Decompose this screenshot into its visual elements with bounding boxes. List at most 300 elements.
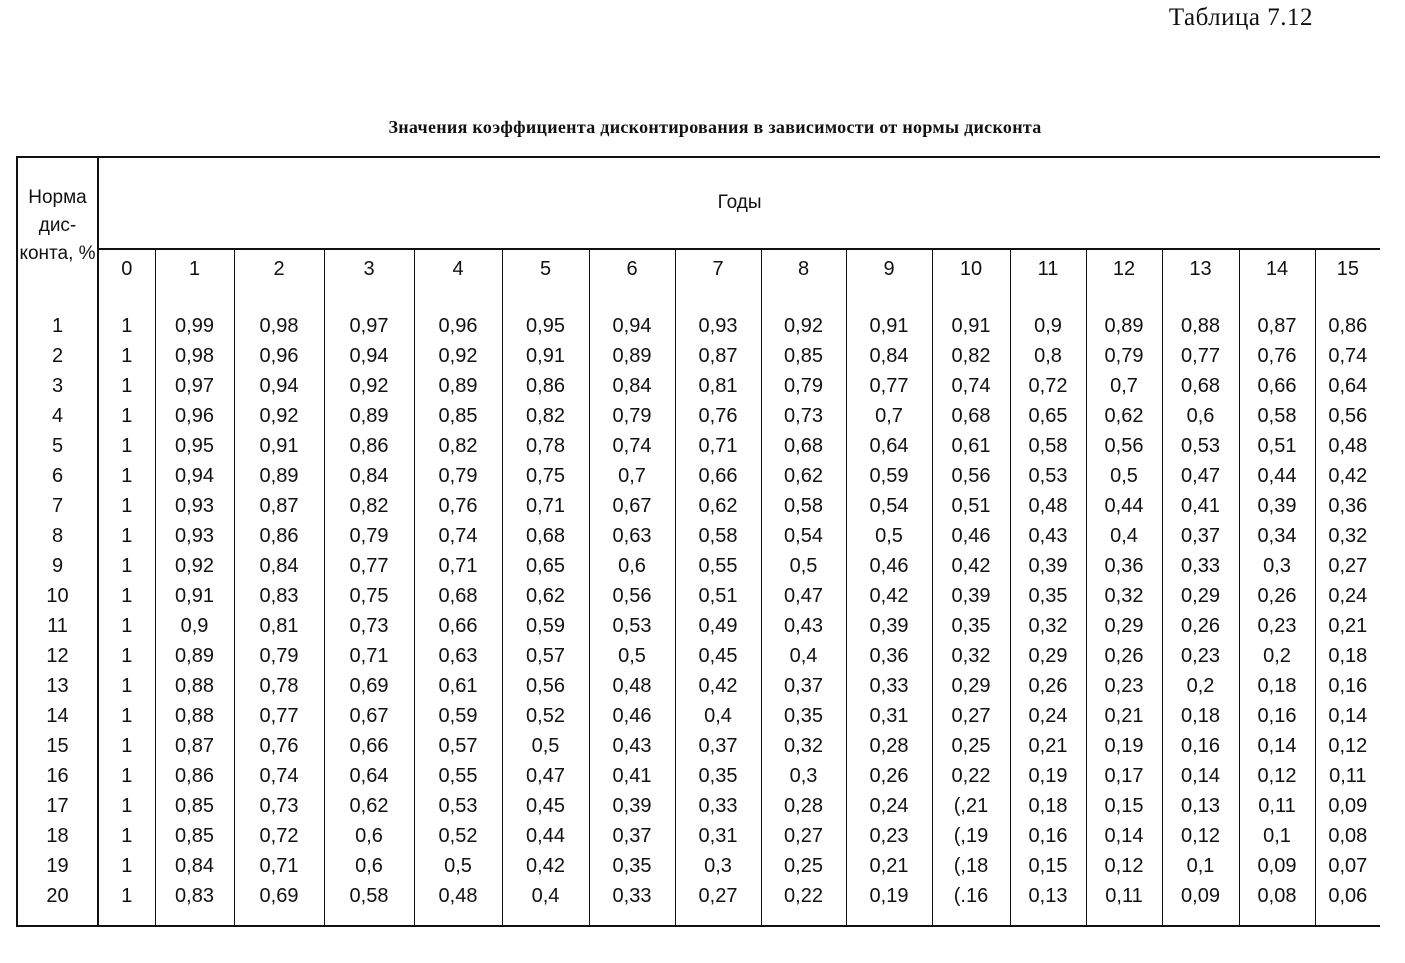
- table-row: [17, 851, 1380, 881]
- rate-cell: 12: [17, 641, 98, 671]
- value-cell: 0,58: [761, 491, 846, 521]
- value-cell: 0,19: [1086, 731, 1162, 761]
- value-cell: 0,61: [414, 671, 502, 701]
- rate-cell: 19: [17, 851, 98, 881]
- value-cell: 0,93: [155, 521, 234, 551]
- value-cell: 0,22: [761, 881, 846, 926]
- value-cell: 0,41: [589, 761, 675, 791]
- value-cell: 0,23: [1239, 611, 1315, 641]
- value-cell: 0,18: [1239, 671, 1315, 701]
- value-cell: 0,75: [502, 461, 589, 491]
- value-cell: 0,63: [414, 641, 502, 671]
- value-cell: 0,72: [1010, 371, 1086, 401]
- value-cell: 0,91: [234, 431, 324, 461]
- value-cell: 0,9: [155, 611, 234, 641]
- value-cell: 0,6: [589, 551, 675, 581]
- value-cell: 0,21: [1315, 611, 1380, 641]
- value-cell: 0,26: [1162, 611, 1239, 641]
- value-cell: 0,18: [1162, 701, 1239, 731]
- value-cell: 0,76: [414, 491, 502, 521]
- year-header-4: 4: [414, 249, 502, 289]
- value-cell: 0,69: [324, 671, 414, 701]
- year-header-10: 10: [932, 249, 1010, 289]
- value-cell: 0,48: [589, 671, 675, 701]
- value-cell: 0,42: [932, 551, 1010, 581]
- value-cell: 0,84: [589, 371, 675, 401]
- table-row: [17, 551, 1380, 581]
- value-cell: 0,62: [324, 791, 414, 821]
- value-cell: 0,92: [234, 401, 324, 431]
- value-cell: 0,4: [502, 881, 589, 926]
- value-cell: 1: [121, 585, 133, 607]
- value-cell: 0,64: [1315, 371, 1380, 401]
- value-cell: 0,28: [846, 731, 932, 761]
- value-cell: 0,86: [155, 761, 234, 791]
- value-cell: 0,86: [1315, 289, 1380, 341]
- value-cell: 0,13: [1162, 791, 1239, 821]
- value-cell: 0,56: [1086, 431, 1162, 461]
- value-cell: 0,21: [1086, 701, 1162, 731]
- value-cell: 0,11: [1315, 761, 1380, 791]
- rate-cell: 8: [17, 521, 98, 551]
- value-cell: 0,91: [932, 289, 1010, 341]
- value-cell: 0,73: [324, 611, 414, 641]
- value-cell: 0,27: [675, 881, 761, 926]
- value-cell: 0,94: [589, 289, 675, 341]
- value-cell: 0,44: [1239, 461, 1315, 491]
- rate-cell: 17: [17, 791, 98, 821]
- value-cell: 0,34: [1239, 521, 1315, 551]
- value-cell: 0,49: [675, 611, 761, 641]
- rate-cell: 20: [17, 881, 98, 926]
- value-cell: 0,17: [1086, 761, 1162, 791]
- value-cell: 0,6: [324, 821, 414, 851]
- value-cell: 0,52: [414, 821, 502, 851]
- value-cell: 0,53: [414, 791, 502, 821]
- value-cell: 0,18: [1010, 791, 1086, 821]
- value-cell: 0,89: [589, 341, 675, 371]
- year-numbers-row: [17, 249, 1380, 289]
- value-cell: 0,85: [155, 821, 234, 851]
- value-cell: 0,5: [846, 521, 932, 551]
- value-cell: 0,67: [324, 701, 414, 731]
- value-cell: 0,36: [1086, 551, 1162, 581]
- value-cell: 0,45: [675, 641, 761, 671]
- value-cell: 0,71: [675, 431, 761, 461]
- value-cell: 0,06: [1315, 881, 1380, 926]
- value-cell: 0,19: [1010, 761, 1086, 791]
- value-cell: 0,68: [1162, 371, 1239, 401]
- value-cell: 0,87: [1239, 289, 1315, 341]
- rate-cell: 2: [17, 341, 98, 371]
- value-cell: 0,09: [1315, 791, 1380, 821]
- value-cell: 0,8: [1010, 341, 1086, 371]
- value-cell: 0,09: [1239, 851, 1315, 881]
- value-cell: 0,98: [155, 341, 234, 371]
- value-cell: 0,87: [234, 491, 324, 521]
- value-cell: 0,43: [589, 731, 675, 761]
- value-cell: 0,23: [1086, 671, 1162, 701]
- table-row: [17, 521, 1380, 551]
- table-row: [17, 431, 1380, 461]
- value-cell: 0,64: [324, 761, 414, 791]
- value-cell: 0,68: [502, 521, 589, 551]
- value-cell: 0,31: [675, 821, 761, 851]
- value-cell: 0,83: [234, 581, 324, 611]
- value-cell: 0,9: [1010, 289, 1086, 341]
- value-cell: 0,62: [675, 491, 761, 521]
- table-row: [17, 821, 1380, 851]
- value-cell: (,19: [932, 821, 1010, 851]
- table-row: [17, 761, 1380, 791]
- value-cell: 0,88: [155, 671, 234, 701]
- value-cell: 0,22: [932, 761, 1010, 791]
- value-cell: 0,84: [846, 341, 932, 371]
- value-cell: 0,68: [761, 431, 846, 461]
- value-cell: 0,51: [1239, 431, 1315, 461]
- value-cell: 0,68: [932, 401, 1010, 431]
- table-row: [17, 791, 1380, 821]
- value-cell: 0,97: [324, 289, 414, 341]
- value-cell: 0,21: [846, 851, 932, 881]
- year-header-3: 3: [324, 249, 414, 289]
- value-cell: 0,35: [675, 761, 761, 791]
- value-cell: (,21: [932, 791, 1010, 821]
- value-cell: 0,16: [1162, 731, 1239, 761]
- value-cell: 0,79: [761, 371, 846, 401]
- value-cell: 0,29: [1086, 611, 1162, 641]
- value-cell: 0,85: [414, 401, 502, 431]
- value-cell: 0,5: [761, 551, 846, 581]
- value-cell: 0,11: [1086, 881, 1162, 926]
- value-cell: 0,42: [675, 671, 761, 701]
- year-header-13: 13: [1162, 249, 1239, 289]
- value-cell: (.16: [932, 881, 1010, 926]
- value-cell: 0,52: [502, 701, 589, 731]
- value-cell: 0,39: [1239, 491, 1315, 521]
- value-cell: 0,37: [761, 671, 846, 701]
- value-cell: 0,78: [234, 671, 324, 701]
- value-cell: 0,33: [846, 671, 932, 701]
- year-header-12: 12: [1086, 249, 1162, 289]
- table-row: [17, 289, 1380, 341]
- value-cell: 1: [121, 825, 133, 847]
- value-cell: 0,37: [1162, 521, 1239, 551]
- value-cell: 0,53: [1010, 461, 1086, 491]
- rate-cell: 16: [17, 761, 98, 791]
- value-cell: 1: [121, 735, 133, 757]
- value-cell: 0,82: [324, 491, 414, 521]
- value-cell: 0,56: [932, 461, 1010, 491]
- value-cell: 1: [121, 795, 133, 817]
- value-cell: 0,67: [589, 491, 675, 521]
- value-cell: 0,07: [1315, 851, 1380, 881]
- value-cell: 0,74: [414, 521, 502, 551]
- value-cell: 0,44: [1086, 491, 1162, 521]
- value-cell: 0,65: [502, 551, 589, 581]
- value-cell: 0,79: [234, 641, 324, 671]
- value-cell: 0,4: [675, 701, 761, 731]
- value-cell: 0,1: [1239, 821, 1315, 851]
- value-cell: 1: [121, 555, 133, 577]
- value-cell: 0,29: [1010, 641, 1086, 671]
- year-header-2: 2: [234, 249, 324, 289]
- rate-cell: 15: [17, 731, 98, 761]
- value-cell: 0,54: [761, 521, 846, 551]
- value-cell: 1: [121, 615, 133, 637]
- year-header-5: 5: [502, 249, 589, 289]
- value-cell: 1: [121, 315, 133, 337]
- value-cell: 0,5: [1086, 461, 1162, 491]
- rate-cell: 10: [17, 581, 98, 611]
- value-cell: 0,92: [155, 551, 234, 581]
- value-cell: 0,84: [324, 461, 414, 491]
- value-cell: 1: [121, 855, 133, 877]
- value-cell: 0,24: [1010, 701, 1086, 731]
- value-cell: 0,96: [414, 289, 502, 341]
- value-cell: 0,89: [1086, 289, 1162, 341]
- value-cell: 0,98: [234, 289, 324, 341]
- value-cell: 0,51: [932, 491, 1010, 521]
- value-cell: 0,79: [589, 401, 675, 431]
- value-cell: 0,4: [1086, 521, 1162, 551]
- value-cell: 0,71: [324, 641, 414, 671]
- value-cell: 1: [121, 405, 133, 427]
- value-cell: 0,61: [932, 431, 1010, 461]
- value-cell: 0,64: [846, 431, 932, 461]
- value-cell: 0,47: [502, 761, 589, 791]
- value-cell: 0,94: [234, 371, 324, 401]
- value-cell: 0,53: [589, 611, 675, 641]
- value-cell: 0,19: [846, 881, 932, 926]
- value-cell: 0,39: [932, 581, 1010, 611]
- value-cell: 0,62: [761, 461, 846, 491]
- value-cell: 0,86: [324, 431, 414, 461]
- value-cell: 0,92: [324, 371, 414, 401]
- value-cell: 0,73: [234, 791, 324, 821]
- value-cell: 0,23: [846, 821, 932, 851]
- value-cell: 0,76: [234, 731, 324, 761]
- value-cell: 0,36: [1315, 491, 1380, 521]
- rate-cell: 7: [17, 491, 98, 521]
- value-cell: 0,72: [234, 821, 324, 851]
- value-cell: 1: [121, 495, 133, 517]
- rate-column-header: Норма дис-конта, %: [17, 157, 98, 289]
- value-cell: 0,88: [155, 701, 234, 731]
- value-cell: 0,51: [675, 581, 761, 611]
- value-cell: 0,82: [932, 341, 1010, 371]
- rate-cell: 11: [17, 611, 98, 641]
- value-cell: 0,7: [846, 401, 932, 431]
- value-cell: 0,7: [589, 461, 675, 491]
- value-cell: 0,81: [234, 611, 324, 641]
- value-cell: 0,27: [761, 821, 846, 851]
- table-row: [17, 701, 1380, 731]
- rate-cell: 18: [17, 821, 98, 851]
- value-cell: 0,29: [1162, 581, 1239, 611]
- year-header-8: 8: [761, 249, 846, 289]
- value-cell: 1: [121, 765, 133, 787]
- rate-cell: 5: [17, 431, 98, 461]
- value-cell: 0,74: [932, 371, 1010, 401]
- value-cell: 0,47: [761, 581, 846, 611]
- value-cell: 0,95: [502, 289, 589, 341]
- value-cell: 1: [121, 465, 133, 487]
- value-cell: 0,31: [846, 701, 932, 731]
- value-cell: 0,26: [1239, 581, 1315, 611]
- value-cell: 0,33: [589, 881, 675, 926]
- value-cell: 0,39: [589, 791, 675, 821]
- value-cell: 0,32: [761, 731, 846, 761]
- value-cell: 0,5: [589, 641, 675, 671]
- table-row: [17, 641, 1380, 671]
- value-cell: 0,78: [502, 431, 589, 461]
- value-cell: 0,46: [846, 551, 932, 581]
- value-cell: 0,91: [502, 341, 589, 371]
- table-row: [17, 401, 1380, 431]
- value-cell: 0,43: [1010, 521, 1086, 551]
- table-row: [17, 611, 1380, 641]
- value-cell: 0,81: [675, 371, 761, 401]
- value-cell: 0,37: [589, 821, 675, 851]
- year-header-11: 11: [1010, 249, 1086, 289]
- value-cell: 0,24: [1315, 581, 1380, 611]
- value-cell: 0,88: [1162, 289, 1239, 341]
- value-cell: 0,89: [414, 371, 502, 401]
- value-cell: 0,11: [1239, 791, 1315, 821]
- rate-cell: 3: [17, 371, 98, 401]
- value-cell: 0,39: [1010, 551, 1086, 581]
- value-cell: 0,77: [846, 371, 932, 401]
- value-cell: 0,76: [675, 401, 761, 431]
- rate-cell: 14: [17, 701, 98, 731]
- value-cell: 0,16: [1239, 701, 1315, 731]
- value-cell: 0,44: [502, 821, 589, 851]
- value-cell: 0,93: [155, 491, 234, 521]
- value-cell: 0,42: [1315, 461, 1380, 491]
- value-cell: 1: [121, 675, 133, 697]
- value-cell: 0,55: [414, 761, 502, 791]
- value-cell: 0,71: [502, 491, 589, 521]
- value-cell: 0,82: [502, 401, 589, 431]
- value-cell: 0,87: [675, 341, 761, 371]
- value-cell: 0,77: [324, 551, 414, 581]
- year-header-0: 0: [98, 249, 155, 289]
- value-cell: 1: [121, 435, 133, 457]
- value-cell: 0,56: [589, 581, 675, 611]
- value-cell: 0,1: [1162, 851, 1239, 881]
- value-cell: 0,66: [324, 731, 414, 761]
- value-cell: 0,62: [1086, 401, 1162, 431]
- value-cell: 0,42: [502, 851, 589, 881]
- value-cell: 0,53: [1162, 431, 1239, 461]
- year-header-6: 6: [589, 249, 675, 289]
- value-cell: 0,92: [414, 341, 502, 371]
- year-header-1: 1: [155, 249, 234, 289]
- rate-cell: 13: [17, 671, 98, 701]
- value-cell: 0,42: [846, 581, 932, 611]
- value-cell: 0,58: [324, 881, 414, 926]
- value-cell: 0,32: [1086, 581, 1162, 611]
- value-cell: 0,57: [502, 641, 589, 671]
- value-cell: 0,25: [761, 851, 846, 881]
- value-cell: 0,66: [675, 461, 761, 491]
- value-cell: 0,33: [675, 791, 761, 821]
- value-cell: 0,85: [155, 791, 234, 821]
- table-row: [17, 731, 1380, 761]
- year-header-7: 7: [675, 249, 761, 289]
- years-group-header: Годы: [98, 157, 1380, 249]
- value-cell: 0,36: [846, 641, 932, 671]
- table-row: [17, 671, 1380, 701]
- value-cell: 0,35: [589, 851, 675, 881]
- value-cell: 1: [98, 881, 155, 926]
- value-cell: 0,46: [589, 701, 675, 731]
- value-cell: 0,16: [1315, 671, 1380, 701]
- value-cell: 0,41: [1162, 491, 1239, 521]
- value-cell: 0,59: [414, 701, 502, 731]
- value-cell: 0,74: [234, 761, 324, 791]
- value-cell: 0,13: [1010, 881, 1086, 926]
- value-cell: 0,25: [932, 731, 1010, 761]
- value-cell: 0,82: [414, 431, 502, 461]
- value-cell: 1: [121, 345, 133, 367]
- value-cell: 0,09: [1162, 881, 1239, 926]
- value-cell: 0,26: [1086, 641, 1162, 671]
- value-cell: 1: [121, 375, 133, 397]
- value-cell: 0,47: [1162, 461, 1239, 491]
- table-row: [17, 581, 1380, 611]
- value-cell: 0,26: [846, 761, 932, 791]
- value-cell: 0,6: [324, 851, 414, 881]
- value-cell: 0,94: [155, 461, 234, 491]
- value-cell: 0,96: [234, 341, 324, 371]
- value-cell: 0,45: [502, 791, 589, 821]
- year-header-14: 14: [1239, 249, 1315, 289]
- value-cell: 0,87: [155, 731, 234, 761]
- value-cell: 0,14: [1086, 821, 1162, 851]
- value-cell: 0,56: [502, 671, 589, 701]
- value-cell: 0,14: [1239, 731, 1315, 761]
- value-cell: 0,2: [1162, 671, 1239, 701]
- value-cell: 0,65: [1010, 401, 1086, 431]
- value-cell: 0,3: [761, 761, 846, 791]
- value-cell: 0,4: [761, 641, 846, 671]
- table-row: [17, 341, 1380, 371]
- value-cell: 0,48: [1315, 431, 1380, 461]
- value-cell: 0,58: [1010, 431, 1086, 461]
- year-header-9: 9: [846, 249, 932, 289]
- value-cell: 1: [121, 645, 133, 667]
- table-row: [17, 371, 1380, 401]
- value-cell: 0,75: [324, 581, 414, 611]
- value-cell: 0,14: [1315, 701, 1380, 731]
- table-row: [17, 461, 1380, 491]
- value-cell: 0,2: [1239, 641, 1315, 671]
- value-cell: 0,95: [155, 431, 234, 461]
- value-cell: 0,55: [675, 551, 761, 581]
- value-cell: 0,27: [932, 701, 1010, 731]
- value-cell: 0,32: [932, 641, 1010, 671]
- value-cell: 0,93: [675, 289, 761, 341]
- value-cell: 0,08: [1239, 881, 1315, 926]
- table-row: [17, 491, 1380, 521]
- value-cell: 0,43: [761, 611, 846, 641]
- value-cell: 0,35: [1010, 581, 1086, 611]
- value-cell: 0,74: [589, 431, 675, 461]
- value-cell: 0,66: [414, 611, 502, 641]
- value-cell: 0,58: [1239, 401, 1315, 431]
